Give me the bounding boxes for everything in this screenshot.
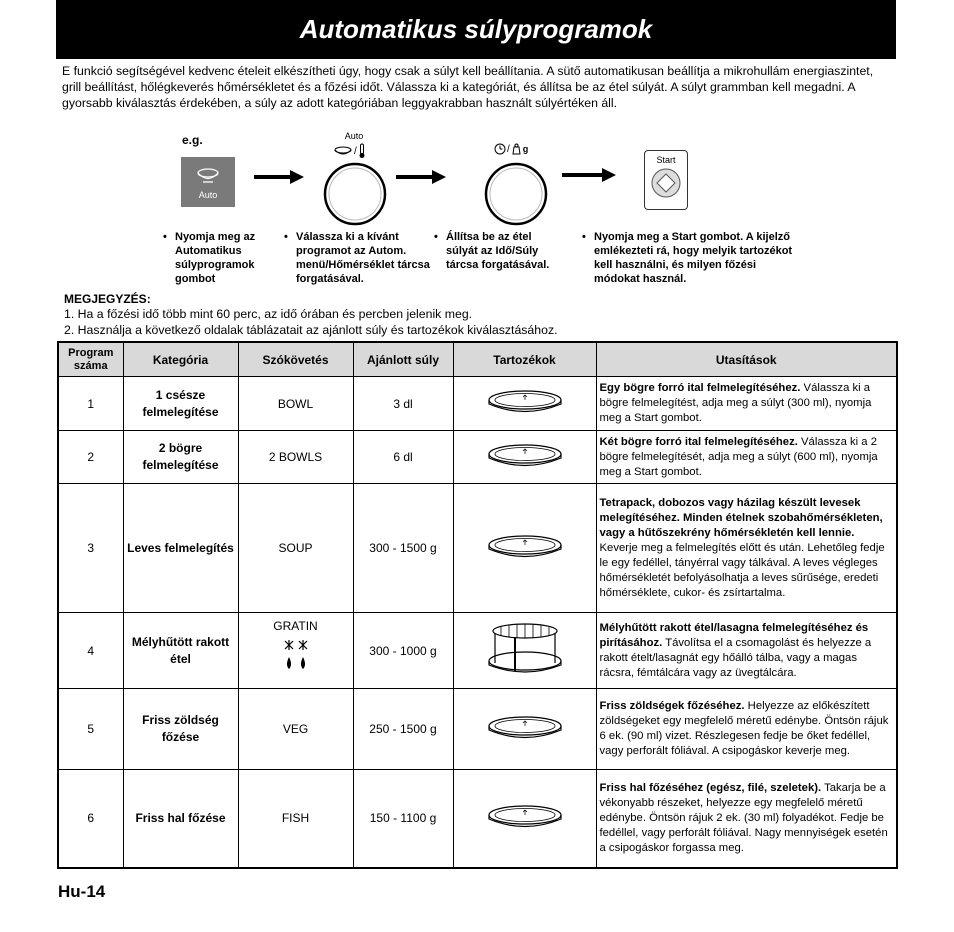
- header-category: Kategória: [123, 342, 238, 377]
- bowl-icon: [194, 164, 222, 186]
- category: Leves felmelegítés: [123, 484, 238, 613]
- programs-table: [57, 341, 898, 869]
- page-number: Hu-14: [58, 882, 106, 901]
- category: Friss zöldség főzése: [123, 689, 238, 770]
- table-row: [58, 431, 897, 484]
- note-1: 1. Ha a főzési idő több mint 60 perc, az idő órában és percben jelenik meg.: [64, 307, 473, 321]
- title-bar: [56, 0, 896, 59]
- knob2-symbols: / g: [494, 143, 528, 155]
- category: 1 csésze felmelegítése: [123, 377, 238, 431]
- high-rack-icon: [485, 619, 565, 679]
- program-number: 3: [58, 484, 123, 613]
- instructions: Friss zöldségek főzéséhez. Helyezze az előkészített zöldségeket egy megfelelő méretű edénybe. Öntsön rájuk 6 ek. (90 ml) vizet. Részlegesen fedje be őket fedéllel, vagy perforált fóliával. A csipogáskor keverje meg.: [596, 689, 897, 770]
- note-2: 2. Használja a következő oldalak táblázatait az ajánlott súly és tartozékok kiválasztásához.: [64, 323, 558, 337]
- display-text: BOWL: [238, 377, 353, 431]
- eg-label: e.g.: [182, 133, 203, 147]
- program-number: 4: [58, 613, 123, 689]
- knob1-caption: Auto: [344, 131, 364, 141]
- instructions: Mélyhűtött rakott étel/lasagna felmelegítéséhez és pirításához. Távolítsa el a csomagolást és helyezze a rakott ételt/lasagnát egy hőálló tálba, vagy a magas rácsra, fémtálcára vagy az üvegtálcára.: [596, 613, 897, 689]
- turntable-icon: [487, 804, 563, 830]
- accessory-cell: [453, 613, 596, 689]
- step1-bullet: • Nyomja meg az Automatikus súlyprogramok gombot: [163, 231, 256, 285]
- recommended-weight: 300 - 1500 g: [353, 484, 453, 613]
- program-number: 2: [58, 431, 123, 484]
- intro-paragraph: E funkció segítségével kedvenc ételeit elkészítheti úgy, hogy csak a súlyt kell beállítania. A sütő automatikusan beállítja a mikrohullám energiaszintet, grill beállítást, hőlégkeverés hőmérsékletet és a főzési időt. Válassza ki a kategóriát, és állítsa be az étel súlyát. A súlyt grammban kell megadni. A gyorsabb kiválasztás érdekében, a súly az adott kategóriában leggyakrabban használt súlyértéken áll.: [62, 64, 874, 110]
- arrow-right-icon: [562, 168, 616, 182]
- header-weight: Ajánlott súly: [353, 342, 453, 377]
- table-row: [58, 770, 897, 868]
- thermometer-icon: [358, 143, 366, 159]
- accessory-cell: [453, 377, 596, 431]
- header-instructions: Utasítások: [596, 342, 897, 377]
- arrow-right-icon: [396, 170, 446, 184]
- weight-icon: [511, 143, 522, 155]
- display-text: FISH: [238, 770, 353, 868]
- table-row: [58, 377, 897, 431]
- auto-weight-button: Auto: [181, 157, 235, 207]
- display-text: SOUP: [238, 484, 353, 613]
- arrow-right-icon: [254, 170, 304, 184]
- start-button: Start: [644, 150, 688, 210]
- category: Mélyhűtött rakott étel: [123, 613, 238, 689]
- recommended-weight: 3 dl: [353, 377, 453, 431]
- clock-icon: [494, 143, 506, 155]
- header-program-number: Program száma: [58, 342, 123, 377]
- program-number: 6: [58, 770, 123, 868]
- table-row: [58, 689, 897, 770]
- notes-title: MEGJEGYZÉS:: [64, 292, 151, 306]
- category: 2 bögre felmelegítése: [123, 431, 238, 484]
- accessory-cell: [453, 484, 596, 613]
- instructions: Friss hal főzéséhez (egész, filé, szeletek). Takarja be a vékonyabb részeket, helyezze egy megfelelő méretű edénybe. Öntsön rájuk 2 ek. (30 ml) folyadékot. Fedje be fedéllel, vagy perforált fóliával. Nagy mennyiségek esetén a csipogáskor forgassa meg.: [596, 770, 897, 868]
- header-accessories: Tartozékok: [453, 342, 596, 377]
- display-text: 2 BOWLS: [238, 431, 353, 484]
- instructions: Tetrapack, dobozos vagy házilag készült levesek melegítéséhez. Minden ételnek szobahőmérsékleten, vagy a hűtőszekrény hőmérsékletén kell lennie. Keverje meg a felmelegítés előtt és után. Lehetőleg fedje le egy fedéllel, tányérral vagy tálkával. A leves végleges hőmérsékletét befolyásolhatja a leves sűrűsége, eredeti hőmérséklete, cukor- és zsírtartalma.: [596, 484, 897, 613]
- page-title: Automatikus súlyprogramok: [299, 14, 653, 44]
- knob1-symbols: /: [333, 143, 366, 159]
- accessory-cell: [453, 689, 596, 770]
- program-number: 1: [58, 377, 123, 431]
- turntable-icon: [487, 389, 563, 415]
- time-weight-dial: [484, 162, 548, 226]
- turntable-icon: [487, 443, 563, 469]
- bowl-icon: [333, 144, 353, 158]
- display-text: VEG: [238, 689, 353, 770]
- table-header-row: [58, 342, 897, 377]
- step4-bullet: • Nyomja meg a Start gombot. A kijelző emlékezteti rá, hogy melyik tartozékot kell használni, és milyen főzési módokat használ.: [582, 231, 793, 285]
- category: Friss hal főzése: [123, 770, 238, 868]
- recommended-weight: 300 - 1000 g: [353, 613, 453, 689]
- header-display: Szókövetés: [238, 342, 353, 377]
- table-row: [58, 613, 897, 689]
- recommended-weight: 150 - 1100 g: [353, 770, 453, 868]
- recommended-weight: 6 dl: [353, 431, 453, 484]
- display-text: GRATIN: [273, 619, 318, 633]
- table-row: [58, 484, 897, 613]
- start-diamond-icon: [650, 167, 682, 199]
- step3-bullet: • Állítsa be az étel súlyát az Idő/Súly tárcsa forgatásával.: [434, 231, 550, 271]
- program-number: 5: [58, 689, 123, 770]
- turntable-icon: [487, 715, 563, 741]
- frozen-defrost-icon: [281, 639, 311, 673]
- auto-menu-temperature-dial: [323, 162, 387, 226]
- instructions: Egy bögre forró ital felmelegítéséhez. Válassza ki a bögre felmelegítést, adja meg a súlyt (300 ml), nyomja meg a Start gombot.: [596, 377, 897, 431]
- turntable-icon: [487, 534, 563, 560]
- accessory-cell: [453, 770, 596, 868]
- step2-bullet: • Válassza ki a kívánt programot az Autom. menü/Hőmérséklet tárcsa forgatásával.: [284, 231, 430, 285]
- display-cell: [238, 613, 353, 689]
- accessory-cell: [453, 431, 596, 484]
- recommended-weight: 250 - 1500 g: [353, 689, 453, 770]
- instructions: Két bögre forró ital felmelegítéséhez. Válassza ki a 2 bögre felmelegítését, adja meg a súlyt (600 ml), nyomja meg a Start gombot.: [596, 431, 897, 484]
